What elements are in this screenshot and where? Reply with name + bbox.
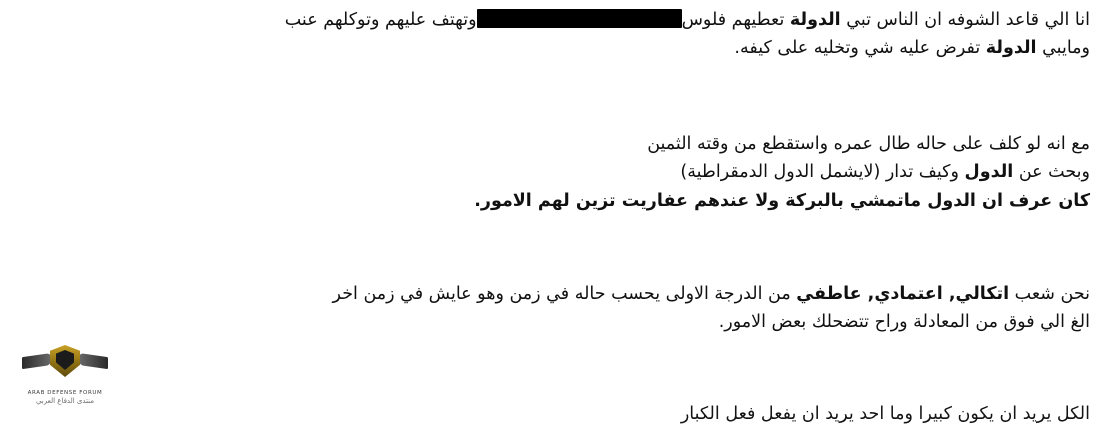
text-segment: وكيف تدار (لايشمل الدول الدمقراطية) <box>680 162 965 183</box>
paragraph-4-line-1: الكل يريد ان يكون كبيرا وما احد يريد ان يفعل فعل الكبار <box>680 404 1090 424</box>
text-segment: ومايبي <box>1036 38 1090 59</box>
paragraph-1-line-1 <box>18 6 1090 34</box>
logo-text-english: ARAB DEFENSE FORUM <box>27 390 103 396</box>
forum-logo-watermark <box>10 343 120 415</box>
paragraph-2 <box>18 130 1090 215</box>
paragraph-1-line-2 <box>18 34 1090 62</box>
shield-icon <box>50 345 80 377</box>
paragraph-4 <box>18 400 1090 428</box>
text-segment: وبحث عن <box>1013 162 1090 183</box>
text-segment: نحن شعب <box>1009 284 1090 304</box>
wing-left-icon <box>22 353 52 369</box>
bold-text-alduwal: الدول <box>964 162 1014 183</box>
paragraph-2-line-3: كان عرف ان الدول ماتمشي بالبركة ولا عندهم عفاريت تزين لهم الامور. <box>474 190 1090 211</box>
eagle-shield-icon <box>22 343 108 389</box>
paragraph-3-line-2: الغ الي فوق من المعادلة وراح تتضحلك بعض الامور. <box>718 312 1090 333</box>
paragraph-3-line-1 <box>18 280 1090 308</box>
text-segment: تعطيهم فلوس <box>681 10 790 30</box>
paragraph-3 <box>18 280 1090 337</box>
bold-text-aldawla-2: الدولة <box>985 38 1037 59</box>
wing-right-icon <box>78 353 108 369</box>
bold-text-aldawla: الدولة <box>789 10 841 30</box>
paragraph-2-line-2 <box>18 158 1090 186</box>
text-segment: انا الي قاعد الشوفه ان الناس تبي <box>840 10 1090 30</box>
paragraph-2-line-1: مع انه لو كلف على حاله طال عمره واستقطع من وقته الثمين <box>647 134 1090 154</box>
logo-text-arabic: منتدى الدفاع العربي <box>35 397 95 405</box>
text-segment: من الدرجة الاولى يحسب حاله في زمن وهو عايش في زمن اخر <box>332 284 797 304</box>
text-segment: تفرض عليه شي وتخليه على كيفه. <box>734 38 986 59</box>
redaction-bar <box>477 9 682 28</box>
paragraph-1 <box>18 6 1090 63</box>
bold-text-traits: اتكالي, اعتمادي, عاطفي <box>796 284 1010 304</box>
text-segment: وتهتف عليهم وتوكلهم عنب <box>284 10 477 30</box>
